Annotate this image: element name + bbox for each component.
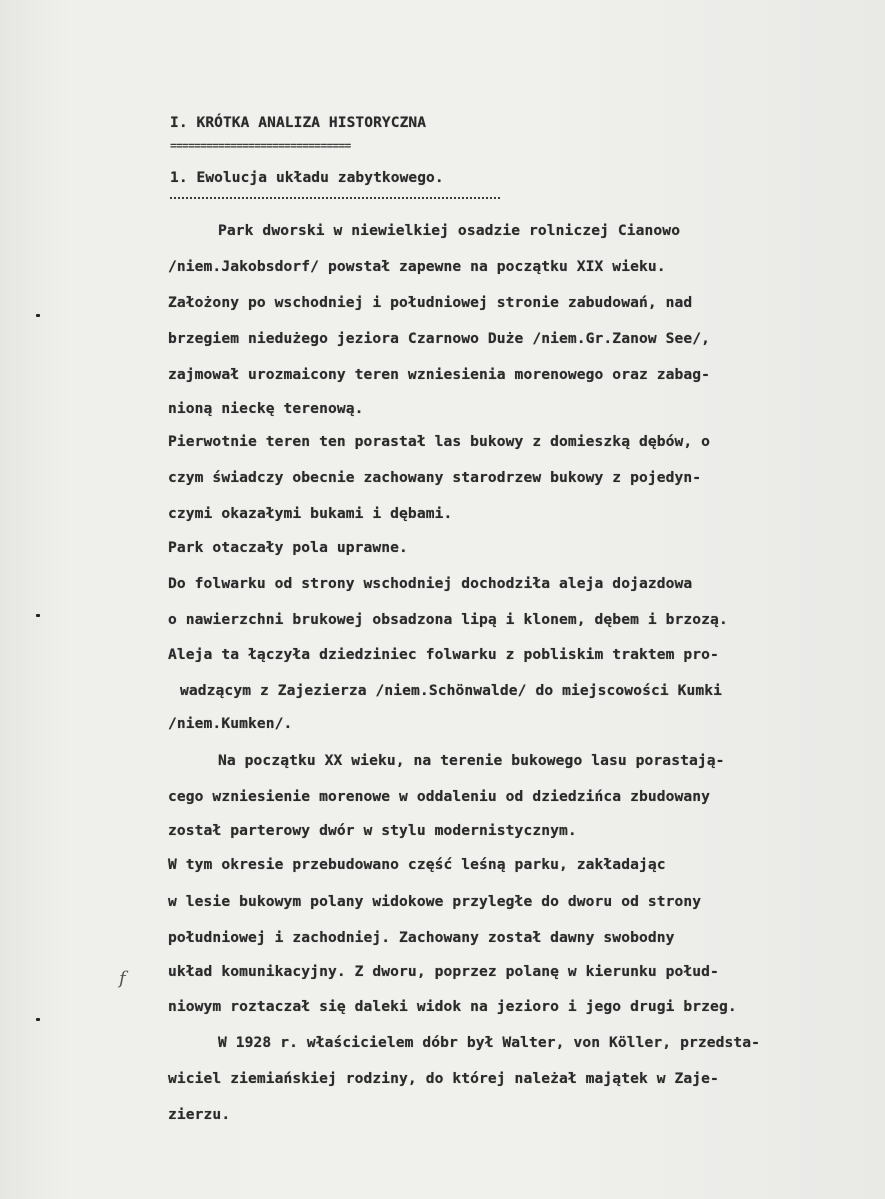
text-line: /niem.Jakobsdorf/ powstał zapewne na początku XIX wieku. <box>168 258 666 275</box>
text-line: brzegiem niedużego jeziora Czarnowo Duże /niem.Gr.Zanow See/, <box>168 330 711 347</box>
text-line: Aleja ta łączyła dziedziniec folwarku z pobliskim traktem pro- <box>168 646 719 663</box>
punch-mark <box>36 314 40 317</box>
section-heading: I. KRÓTKA ANALIZA HISTORYCZNA <box>170 115 427 131</box>
text-line: zierzu. <box>168 1106 231 1123</box>
margin-pencil-mark: f <box>119 968 126 989</box>
text-line: układ komunikacyjny. Z dworu, poprzez polanę w kierunku połud- <box>168 963 719 980</box>
text-line: czym świadczy obecnie zachowany starodrzew bukowy z pojedyn- <box>168 469 702 486</box>
text-line: południowej i zachodniej. Zachowany został dawny swobodny <box>168 929 675 946</box>
punch-mark <box>36 1018 40 1021</box>
text-line: Park dworski w niewielkiej osadzie rolniczej Cianowo <box>218 222 681 239</box>
punch-mark <box>36 614 40 617</box>
text-line: wiciel ziemiańskiej rodziny, do której należał majątek w Zaje- <box>168 1070 719 1087</box>
text-line: Na początku XX wieku, na terenie bukowego lasu porastają- <box>218 752 725 769</box>
text-line: W tym okresie przebudowano część leśną parku, zakładając <box>168 856 666 873</box>
heading-underline: ============================== <box>170 139 351 152</box>
text-line: zajmował urozmaicony teren wzniesienia morenowego oraz zabag- <box>168 366 711 383</box>
text-line: Założony po wschodniej i południowej stronie zabudowań, nad <box>168 294 693 311</box>
text-line: cego wzniesienie morenowe w oddaleniu od dziedzińca zbudowany <box>168 788 711 805</box>
text-line: w lesie bukowym polany widokowe przyległe do dworu od strony <box>168 893 702 910</box>
text-line: został parterowy dwór w stylu modernistycznym. <box>168 822 577 839</box>
text-line: niowym roztaczał się daleki widok na jezioro i jego drugi brzeg. <box>168 998 737 1015</box>
subheading-underline <box>170 197 500 199</box>
text-line: czymi okazałymi bukami i dębami. <box>168 505 453 522</box>
text-line: wadzącym z Zajezierza /niem.Schönwalde/ do miejscowości Kumki <box>180 682 723 699</box>
text-line: Park otaczały pola uprawne. <box>168 539 408 556</box>
subsection-heading: 1. Ewolucja układu zabytkowego. <box>170 170 444 186</box>
text-line: Pierwotnie teren ten porastał las bukowy z domieszką dębów, o <box>168 433 711 450</box>
text-line: W 1928 r. właścicielem dóbr był Walter, von Köller, przedsta- <box>218 1034 761 1051</box>
text-line: nioną nieckę terenową. <box>168 400 364 417</box>
text-line: o nawierzchni brukowej obsadzona lipą i klonem, dębem i brzozą. <box>168 611 728 628</box>
text-line: Do folwarku od strony wschodniej dochodziła aleja dojazdowa <box>168 575 693 592</box>
text-line: /niem.Kumken/. <box>168 715 293 732</box>
